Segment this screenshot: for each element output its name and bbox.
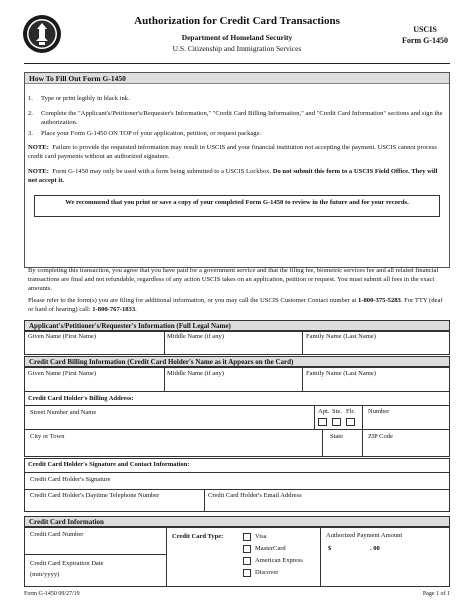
daytime-phone-field[interactable] (30, 501, 200, 511)
contact-paragraph (28, 296, 448, 314)
divider (24, 489, 450, 490)
note-1 (28, 143, 444, 161)
divider (24, 391, 450, 392)
signature-label: Credit Card Holder's Signature (30, 476, 111, 483)
visa-checkbox[interactable] (243, 533, 251, 541)
note-label: NOTE: (28, 168, 49, 175)
applicant-section-heading: Applicant's/Petitioner's/Requester's Information (Full Legal Name) (24, 320, 450, 331)
contact-text: Please refer to the form(s) you are filing for additional information, or you may call the USCIS Customer Contact number at (28, 297, 357, 304)
footer-page-number: Page 1 of 1 (422, 591, 450, 597)
applicant-given-name-label: Given Name (First Name) (28, 333, 97, 340)
daytime-phone-label: Credit Card Holder's Daytime Telephone Number (30, 492, 160, 499)
dollar-sign: $ (328, 545, 332, 552)
tty-phone: 1-800-767-1833 (92, 306, 136, 313)
divider (164, 367, 165, 391)
header-divider (24, 63, 450, 64)
city-label: City or Town (30, 433, 65, 440)
divider (302, 367, 303, 391)
form-title: Authorization for Credit Card Transactions (134, 15, 340, 27)
street-field[interactable] (30, 418, 310, 428)
street-label: Street Number and Name (30, 409, 97, 416)
flr-label: Flr. (346, 408, 355, 415)
flr-checkbox[interactable] (346, 418, 355, 426)
payment-amount-field[interactable] (338, 543, 368, 553)
applicant-given-name-field[interactable] (28, 342, 160, 353)
american-express-label: American Express (255, 557, 303, 564)
billing-section-heading: Credit Card Billing Information (Credit Card Holder's Name as it Appears on the Card) (24, 356, 450, 367)
ste-label: Ste. (332, 408, 342, 415)
expiration-format: (mm/yyyy) (30, 571, 60, 578)
divider (362, 429, 363, 457)
payment-amount-label: Authorized Payment Amount (326, 532, 403, 539)
zip-label: ZIP Code (368, 433, 393, 440)
instruction-text: Complete the "Applicant's/Petitioner's/Requester's Information," "Credit Card Billing Information," and "Credit Card Information" sections and sign the authorization. (41, 110, 443, 126)
note-bold-text: Do not submit this form to a USCIS Field Office. They will not accept it. (28, 168, 438, 184)
billing-middle-name-field[interactable] (167, 379, 299, 390)
note-2 (28, 167, 444, 185)
agreement-paragraph: By completing this transaction, you agree that you have paid for a government service and that the filing fee, biometric services fee and all related financial transactions are final and not refundable, regardless of any action USCIS takes on an application, petition or request. You must submit all fees in the exact amounts. (28, 267, 439, 292)
divider (24, 472, 450, 473)
divider (302, 331, 303, 355)
apt-checkbox[interactable] (318, 418, 327, 426)
state-label: State (330, 433, 343, 440)
billing-given-name-field[interactable] (28, 379, 160, 390)
mastercard-label: MasterCard (255, 545, 286, 552)
instruction-text: Place your Form G-1450 ON TOP of your application, petition, or request package. (41, 130, 262, 137)
instruction-number: 2. (28, 110, 33, 117)
footer-form-edition: Form G-1450 09/27/19 (24, 591, 80, 597)
american-express-checkbox[interactable] (243, 557, 251, 565)
email-label: Credit Card Holder's Email Address (208, 492, 302, 499)
department-name: Department of Homeland Security (181, 33, 293, 42)
signature-section-heading: Credit Card Holder's Signature and Contact Information: (28, 461, 190, 468)
note-text: Form G-1450 may only be used with a form being submitted to a USCIS Lockbox. (52, 168, 272, 175)
applicant-middle-name-label: Middle Name (if any) (167, 333, 224, 340)
recommendation-box: We recommend that you print or save a copy of your completed Form G-1450 to review in the future and for your records. (34, 195, 440, 217)
divider (322, 429, 323, 457)
note-label: NOTE: (28, 144, 49, 151)
email-field[interactable] (208, 501, 444, 511)
expiration-label: Credit Card Expiration Date (30, 560, 104, 567)
card-number-field[interactable] (30, 540, 160, 550)
apt-label: Apt. (318, 408, 330, 415)
unit-number-label: Number (368, 408, 390, 415)
divider (204, 489, 205, 512)
state-select[interactable] (326, 442, 360, 453)
card-number-label: Credit Card Number (30, 531, 84, 538)
billing-given-name-label: Given Name (First Name) (28, 370, 97, 377)
visa-label: Visa (255, 533, 267, 540)
payment-cents: . 00 (370, 545, 380, 552)
card-section-heading: Credit Card Information (24, 516, 450, 527)
instruction-number: 1. (28, 95, 33, 102)
applicant-family-name-field[interactable] (306, 342, 446, 353)
instructions-heading: How To Fill Out Form G-1450 (25, 73, 449, 84)
contact-text: . For TTY (deaf or hard of hearing) call: (28, 297, 443, 313)
mastercard-checkbox[interactable] (243, 545, 251, 553)
zip-field[interactable] (368, 442, 444, 453)
form-agency: USCIS (413, 25, 437, 34)
ste-checkbox[interactable] (332, 418, 341, 426)
customer-contact-phone: 1-800-375-5283 (357, 297, 401, 304)
applicant-middle-name-field[interactable] (167, 342, 299, 353)
form-number: Form G-1450 (402, 36, 448, 45)
contact-text: . (135, 306, 137, 313)
billing-middle-name-label: Middle Name (if any) (167, 370, 224, 377)
billing-family-name-field[interactable] (306, 379, 446, 390)
instruction-number: 3. (28, 130, 33, 137)
divider (362, 405, 363, 429)
divider (314, 405, 315, 429)
billing-family-name-label: Family Name (Last Name) (306, 370, 376, 377)
form-id (402, 24, 448, 46)
card-type-label: Credit Card Type: (172, 533, 224, 540)
divider (166, 527, 167, 587)
note-text: Failure to provide the requested information may result in USCIS and your financial institution not accepting the payment. USCIS cannot process credit card payments without an authorized signature. (28, 144, 437, 160)
expiration-field[interactable] (70, 569, 160, 579)
divider (24, 405, 450, 406)
divider (320, 527, 321, 587)
billing-address-heading: Credit Card Holder's Billing Address: (28, 395, 134, 402)
divider (24, 429, 450, 430)
divider (24, 554, 166, 555)
discover-checkbox[interactable] (243, 569, 251, 577)
divider (164, 331, 165, 355)
agency-name: U.S. Citizenship and Immigration Services (172, 44, 302, 53)
applicant-family-name-label: Family Name (Last Name) (306, 333, 376, 340)
unit-number-field[interactable] (368, 418, 444, 428)
city-field[interactable] (30, 442, 310, 453)
discover-label: Discover (255, 569, 279, 576)
instruction-text: Type or print legibly in black ink. (41, 95, 130, 102)
